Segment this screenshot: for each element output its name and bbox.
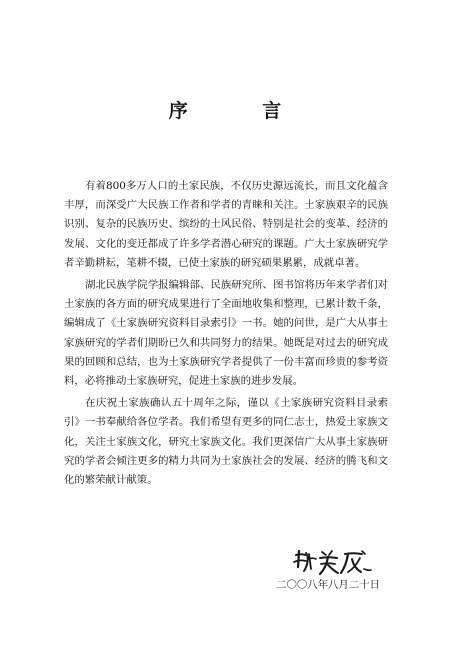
paragraph-2: 湖北民族学院学报编辑部、民族研究所、图书馆将历年来学者们对土家族的各方面的研究成果进行了全面地收集和整理，已累计数千条，编辑成了《土家族研究资料目录索引》一书。她的问世，是广大从事土家族研究的学者们期盼已久和共同努力的结果。她既是对过去的研究成果的回顾和总结，也为土家族研究学者提供了一份丰富而珍贵的参考资料，必将推动土家族研究，促进土家族的进步发展。 (64, 279, 388, 388)
handwritten-signature (290, 545, 374, 579)
page-title: 序 言 (168, 100, 316, 122)
paragraph-3: 在庆祝土家族确认五十周年之际，谨以《土家族研究资料目录索引》一书奉献给各位学者。我们希望有更多的同仁志士，热爱土家族文化，关注土家族文化，研究土家族文化。我们更深信广大从事土家族研究的学者会倾注更多的精力共同为土家族社会的发展、经济的腾飞和文化的繁荣献计献策。 (64, 397, 388, 487)
date-line: 二〇〇八年八月二十日 (276, 579, 380, 591)
preface-body (64, 177, 388, 493)
paragraph-1: 有着800多万人口的土家民族，不仅历史源远流长，而且文化蕴含丰厚，而深受广大民族工作者和学者的青睐和关注。土家族艰辛的民族识别、复杂的民族历史、缤纷的土风民俗、特别是社会的变革、经济的发展、文化的变迁都成了许多学者潜心研究的课题。广大土家族研究学者辛勤耕耘，笔耕不辍，已使土家族的研究硕果累累，成就卓著。 (64, 180, 388, 269)
